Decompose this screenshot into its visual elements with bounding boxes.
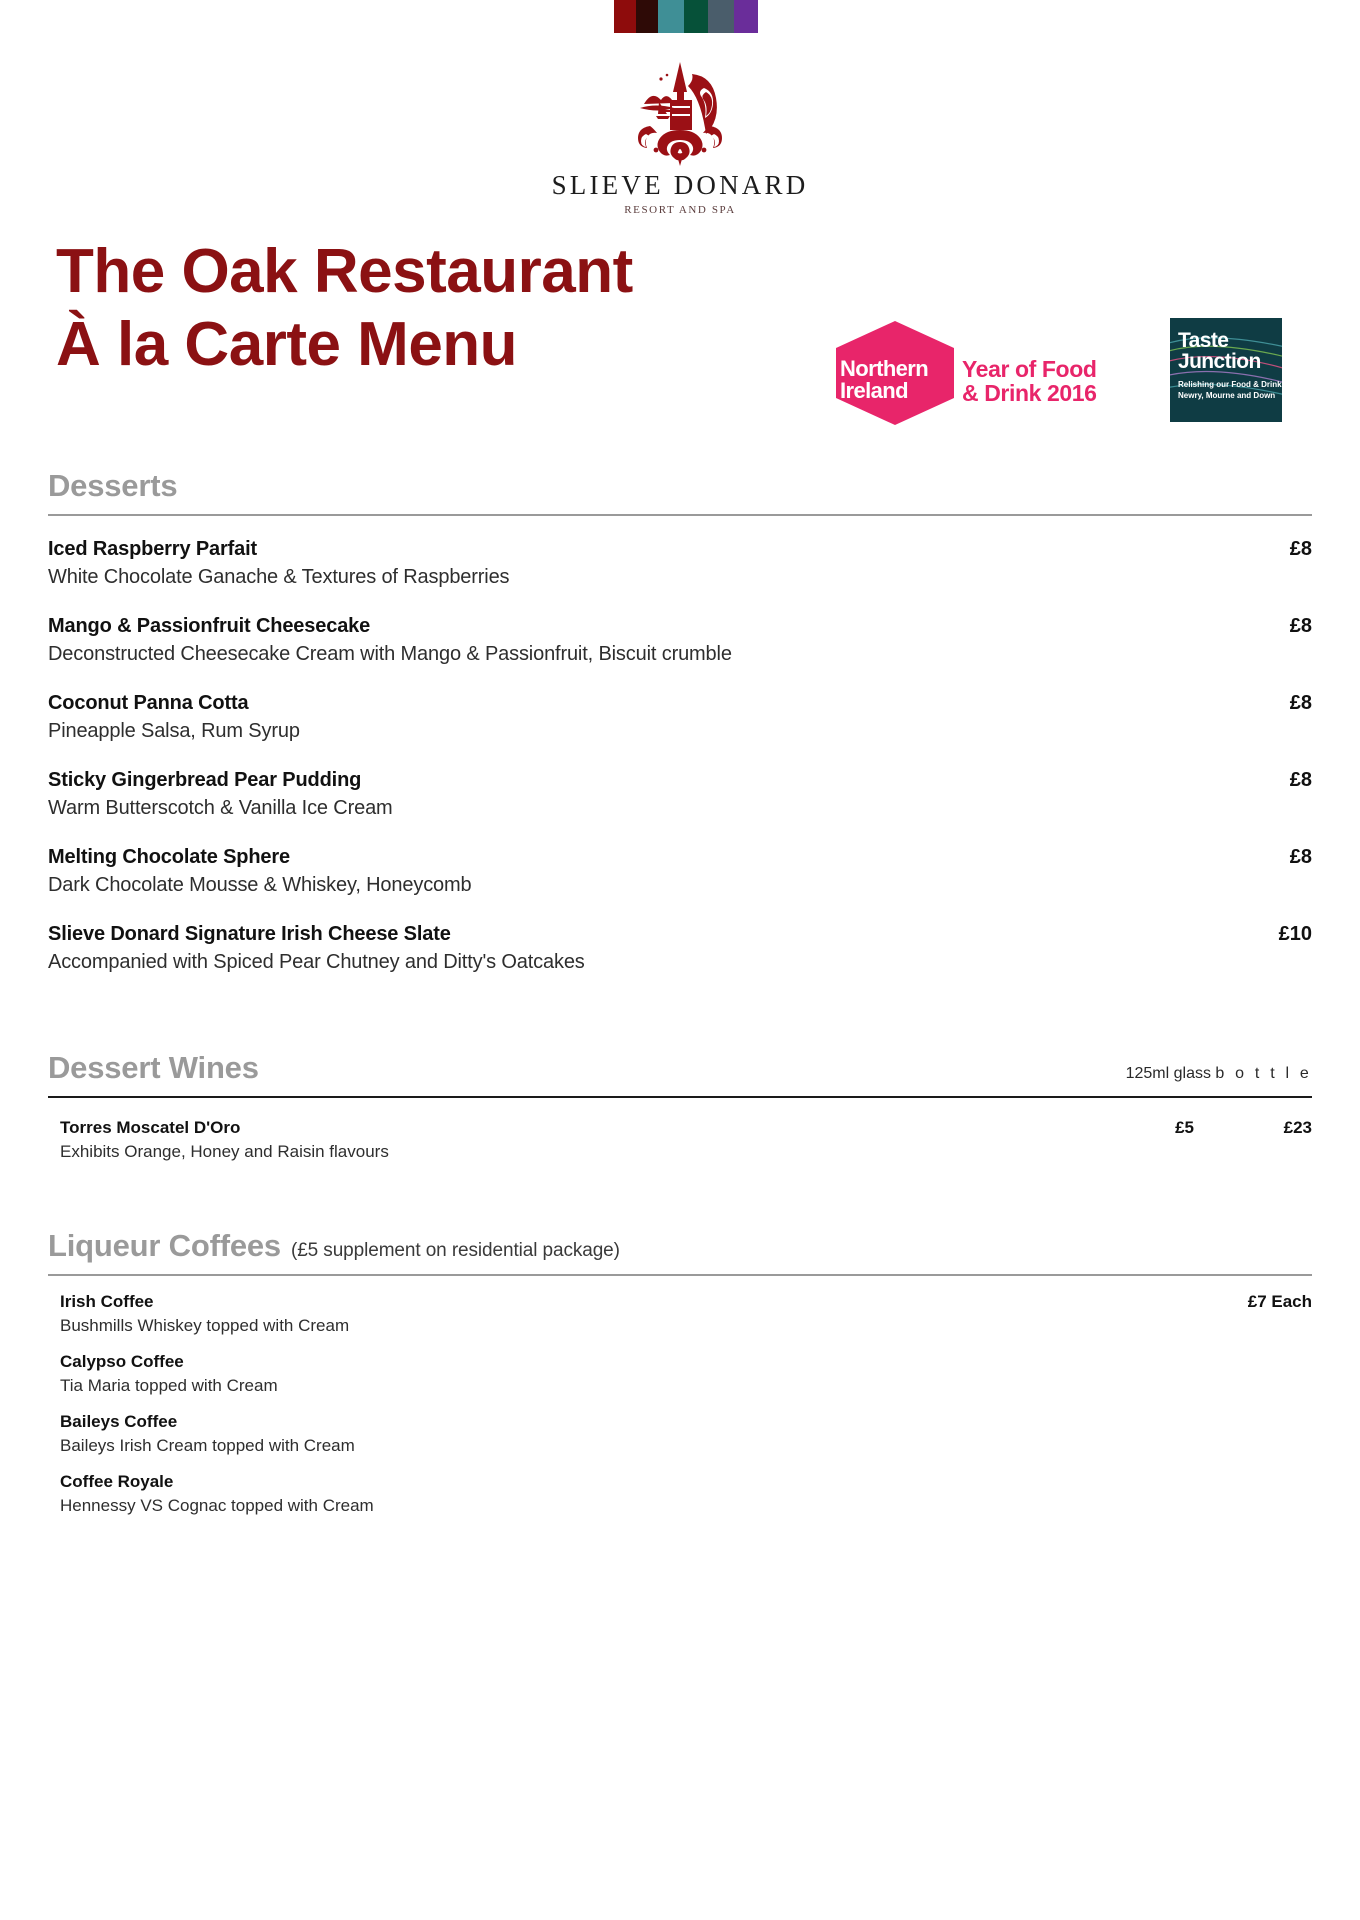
item-name: Mango & Passionfruit Cheesecake — [48, 615, 371, 637]
item-price: £8 — [1289, 615, 1312, 637]
award-badges — [836, 318, 1282, 426]
taste-sub-line2: Newry, Mourne and Down — [1178, 390, 1276, 400]
menu-item — [48, 846, 1312, 897]
item-price: £10 — [1278, 923, 1312, 945]
taste-junction-title — [1178, 331, 1282, 372]
item-description: Warm Butterscotch & Vanilla Ice Cream — [48, 797, 393, 819]
menu-item — [48, 538, 1312, 589]
coffee-description: Hennessy VS Cognac topped with Cream — [60, 1496, 374, 1515]
logo-wordmark: SLIEVE DONARD — [551, 170, 809, 200]
column-header-glass: 125ml glass — [1125, 1065, 1211, 1082]
taste-junction-badge — [1170, 318, 1282, 422]
wine-bottle-price: £23 — [1283, 1118, 1312, 1137]
badge-text-label — [962, 358, 1097, 405]
taste-title-line2: Junction — [1178, 349, 1261, 373]
slieve-donard-crest-icon — [620, 48, 740, 168]
liqueur-coffees-heading: Liqueur Coffees — [48, 1228, 281, 1263]
item-description: Deconstructed Cheesecake Cream with Mango & Passionfruit, Biscuit crumble — [48, 643, 732, 665]
color-swatch-purple — [734, 0, 758, 33]
wine-glass-price: £5 — [1175, 1118, 1194, 1137]
coffee-description: Baileys Irish Cream topped with Cream — [60, 1436, 355, 1455]
liqueur-coffees-header — [48, 1228, 1312, 1276]
wine-price-columns — [1126, 1065, 1312, 1083]
wine-description: Exhibits Orange, Honey and Raisin flavours — [60, 1142, 389, 1161]
coffee-description: Tia Maria topped with Cream — [60, 1376, 278, 1395]
hotel-logo — [0, 48, 1360, 216]
coffee-item — [60, 1352, 1312, 1396]
taste-sub-line1: Relishing our Food & Drink — [1178, 380, 1282, 390]
item-description: Pineapple Salsa, Rum Syrup — [48, 720, 300, 742]
color-swatch-crimson — [614, 0, 636, 33]
coffee-description: Bushmills Whiskey topped with Cream — [60, 1316, 350, 1335]
item-name: Melting Chocolate Sphere — [48, 846, 290, 868]
section-spacer — [48, 974, 1312, 1050]
page-title — [56, 236, 876, 381]
item-name: Slieve Donard Signature Irish Cheese Slate — [48, 923, 451, 945]
badge-text-line2: & Drink 2016 — [962, 379, 1097, 406]
menu-item — [48, 615, 1312, 666]
desserts-list — [48, 538, 1312, 974]
menu-item — [48, 692, 1312, 743]
color-swatch-dark-brown — [636, 0, 658, 33]
taste-junction-subtitle — [1178, 380, 1282, 401]
coffee-name: Irish Coffee — [60, 1292, 154, 1311]
menu-item — [48, 923, 1312, 974]
color-swatch-teal — [658, 0, 684, 33]
coffee-item — [60, 1292, 1312, 1336]
logo-tagline: RESORT AND SPA — [624, 204, 736, 216]
item-price: £8 — [1289, 846, 1312, 868]
wine-item — [60, 1118, 1312, 1162]
coffee-name: Coffee Royale — [60, 1472, 174, 1491]
coffee-name: Calypso Coffee — [60, 1352, 184, 1371]
section-liqueur-coffees — [48, 1228, 1312, 1516]
section-desserts — [48, 468, 1312, 974]
badge-hex-line1: Northern — [840, 356, 929, 381]
menu-content — [48, 468, 1312, 1516]
coffee-item — [60, 1412, 1312, 1456]
item-price: £8 — [1289, 769, 1312, 791]
coffee-item — [60, 1472, 1312, 1516]
badge-hex-line2: Ireland — [840, 378, 908, 404]
title-line-menu-type: À la Carte Menu — [56, 309, 518, 379]
dessert-wines-list — [48, 1118, 1312, 1162]
badge-text-line1: Year of Food — [962, 356, 1097, 382]
item-description: Accompanied with Spiced Pear Chutney and Ditty's Oatcakes — [48, 951, 585, 973]
liqueur-coffees-list — [48, 1292, 1312, 1516]
liqueur-coffees-note: (£5 supplement on residential package) — [290, 1240, 620, 1261]
item-name: Iced Raspberry Parfait — [48, 538, 258, 560]
color-swatch-green — [684, 0, 708, 33]
menu-item — [48, 769, 1312, 820]
dessert-wines-header — [48, 1050, 1312, 1098]
dessert-wines-heading: Dessert Wines — [48, 1050, 259, 1085]
item-name: Sticky Gingerbread Pear Pudding — [48, 769, 362, 791]
desserts-heading: Desserts — [48, 468, 178, 503]
title-line-restaurant: The Oak Restaurant — [56, 237, 633, 306]
color-swatch-slate — [708, 0, 734, 33]
column-header-bottle: b o t t l e — [1215, 1065, 1312, 1082]
coffee-name: Baileys Coffee — [60, 1412, 178, 1431]
item-price: £8 — [1289, 692, 1312, 714]
coffee-price: £7 Each — [1247, 1292, 1312, 1311]
section-spacer — [48, 1162, 1312, 1228]
item-description: Dark Chocolate Mousse & Whiskey, Honeycomb — [48, 874, 472, 896]
brand-color-bar — [614, 0, 758, 33]
item-name: Coconut Panna Cotta — [48, 692, 249, 714]
badge-hex-label — [840, 358, 958, 403]
desserts-header — [48, 468, 1312, 516]
item-price: £8 — [1289, 538, 1312, 560]
taste-title-line1: Taste — [1178, 329, 1229, 352]
item-description: White Chocolate Ganache & Textures of Raspberries — [48, 566, 510, 588]
wine-name: Torres Moscatel D'Oro — [60, 1118, 241, 1137]
northern-ireland-year-of-food-badge — [836, 318, 1124, 426]
section-dessert-wines — [48, 1050, 1312, 1162]
